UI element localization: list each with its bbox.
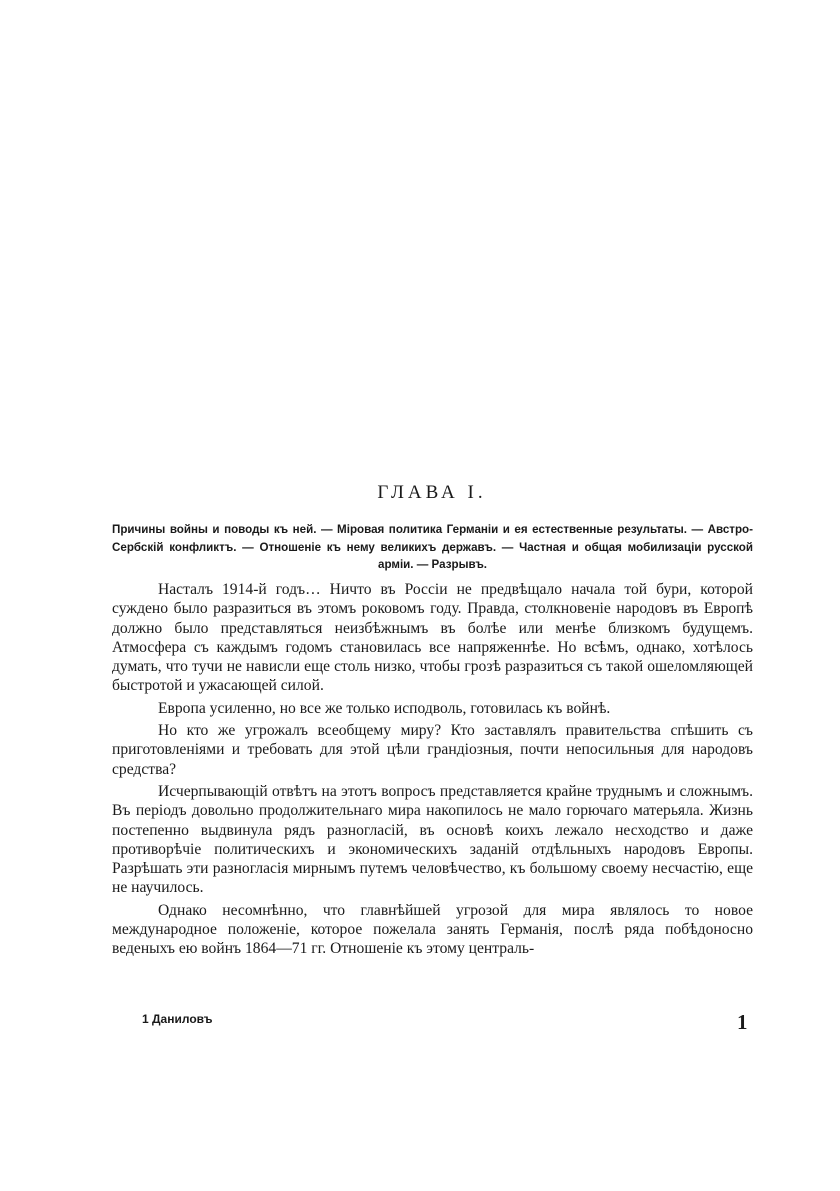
paragraph: Но кто же угрожалъ всеобщему миру? Кто заставлялъ правительства спѣшить съ приготовленіями и требовать для этой цѣли грандіозныя, почти непосильныя для народовъ средства? bbox=[112, 722, 753, 778]
signature-mark: 1 Даниловъ bbox=[142, 1012, 213, 1026]
page-number: 1 bbox=[737, 1010, 748, 1034]
chapter-summary: Причины войны и поводы къ ней. — Міровая политика Германіи и ея естественные результаты. — Австро-Сербскій конфликтъ. — Отношеніе къ нему великихъ державъ. — Частная и общая мобилизаціи русской арміи. — Разрывъ. bbox=[112, 523, 753, 572]
chapter-title: ГЛАВА I. bbox=[377, 482, 487, 503]
paragraph: Однако несомнѣнно, что главнѣйшей угрозой для мира являлось то новое международное положеніе, которое пожелала занять Германія, послѣ ряда побѣдоносно веденыхъ ею войнъ 1864—71 гг. Отношеніе къ этому централь- bbox=[112, 901, 753, 958]
paragraph: Исчерпывающій отвѣтъ на этотъ вопросъ представляется крайне труднымъ и сложнымъ. Въ періодъ довольно продолжительнаго мира накопилось не мало горючаго матерьяла. Жизнь постепенно выдвинула рядъ разногласій, въ основѣ коихъ лежало несходство и даже противорѣчіе политическихъ и экономическихъ заданій отдѣльныхъ народовъ Европы. Разрѣшать эти разногласія мирнымъ путемъ человѣчество, къ большому своему несчастію, еще не научилось. bbox=[112, 782, 753, 897]
chapter-body bbox=[112, 580, 753, 962]
paragraph: Европа усиленно, но все же только исподволь, готовилась къ войнѣ. bbox=[158, 699, 611, 717]
paragraph: Насталъ 1914-й годъ… Ничто въ Россіи не предвѣщало начала той бури, которой суждено было разразиться въ этомъ роковомъ году. Правда, столкновеніе народовъ въ Европѣ должно было представляться неизбѣжнымъ въ болѣе или менѣе близкомъ будущемъ. Атмосфера съ каждымъ годомъ становилась все напряженнѣе. Но всѣмъ, однако, хотѣлось думать, что тучи не нависли еще столь низко, чтобы грозѣ разразиться съ такой ошеломляющей быстротой и ужасающей силой. bbox=[112, 581, 753, 695]
